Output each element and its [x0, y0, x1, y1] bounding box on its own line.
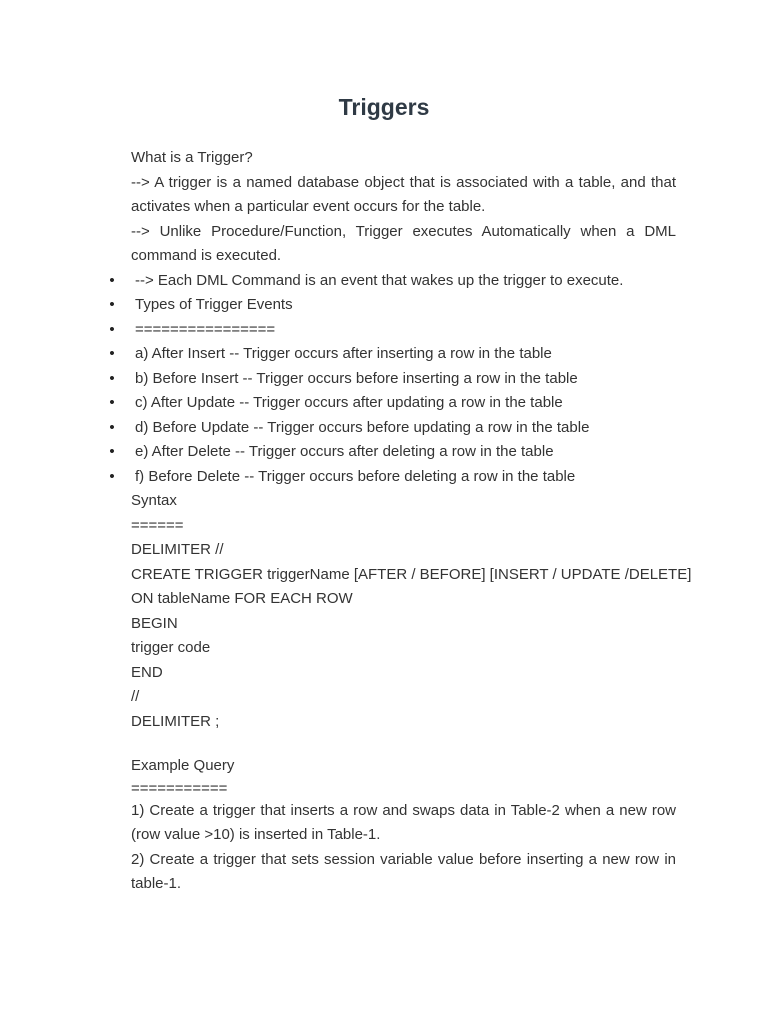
- example-item: 1) Create a trigger that inserts a row and swaps data in Table-2 when a new row (row value >10) is inserted in Table-1.: [131, 801, 676, 843]
- syntax-line: CREATE TRIGGER triggerName [AFTER / BEFORE] [INSERT / UPDATE /DELETE]: [131, 565, 692, 583]
- example-item: 2) Create a trigger that sets session variable value before inserting a new row in table-1.: [131, 850, 676, 892]
- document-body: [109, 146, 692, 897]
- bullet-icon: •: [109, 345, 115, 362]
- list-item: [109, 367, 676, 392]
- list-item-text: c) After Update -- Trigger occurs after updating a row in the table: [135, 394, 563, 411]
- bullet-icon: •: [109, 467, 115, 485]
- syntax-line: trigger code: [131, 639, 211, 656]
- list-item-text: a) After Insert -- Trigger occurs after inserting a row in the table: [135, 345, 552, 362]
- list-item-text: Types of Trigger Events: [135, 296, 293, 313]
- list-item: [109, 269, 676, 294]
- list-item: [109, 391, 676, 416]
- list-item: [109, 440, 676, 465]
- list-item-text: ================: [135, 320, 276, 338]
- bullet-icon: •: [109, 369, 115, 387]
- section-spacer: [131, 734, 676, 754]
- document-title: Triggers: [338, 94, 430, 120]
- list-item-text: f) Before Delete -- Trigger occurs before deleting a row in the table: [135, 467, 576, 485]
- syntax-line: BEGIN: [131, 614, 178, 632]
- bullet-icon: •: [109, 296, 115, 313]
- intro-automatic: --> Unlike Procedure/Function, Trigger executes Automatically when a DML command is executed.: [131, 222, 676, 264]
- syntax-underline: ======: [131, 516, 184, 534]
- bullet-icon: •: [109, 443, 115, 460]
- list-item-text: b) Before Insert -- Trigger occurs before inserting a row in the table: [135, 369, 578, 387]
- list-item-text: --> Each DML Command is an event that wakes up the trigger to execute.: [135, 271, 624, 289]
- list-item-text: d) Before Update -- Trigger occurs before updating a row in the table: [135, 418, 590, 436]
- example-underline: ===========: [131, 779, 228, 797]
- list-item: [109, 318, 676, 343]
- syntax-line: DELIMITER //: [131, 541, 224, 558]
- syntax-heading: Syntax: [131, 492, 177, 509]
- syntax-line: ON tableName FOR EACH ROW: [131, 590, 353, 607]
- bullet-icon: •: [109, 320, 115, 338]
- intro-question: What is a Trigger?: [131, 149, 253, 166]
- list-item: [109, 465, 676, 490]
- list-item: [109, 416, 676, 441]
- example-heading: Example Query: [131, 757, 235, 774]
- syntax-line: END: [131, 663, 163, 681]
- intro-definition: --> A trigger is a named database object that is associated with a table, and that activates when a particular event occurs for the table.: [131, 173, 676, 215]
- list-item-text: e) After Delete -- Trigger occurs after deleting a row in the table: [135, 443, 554, 460]
- syntax-line: //: [131, 688, 140, 705]
- trigger-events-list: [109, 269, 676, 490]
- bullet-icon: •: [109, 418, 115, 436]
- list-item: [109, 293, 676, 318]
- bullet-icon: •: [109, 271, 115, 289]
- list-item: [109, 342, 676, 367]
- bullet-icon: •: [109, 394, 115, 411]
- syntax-line: DELIMITER ;: [131, 712, 220, 730]
